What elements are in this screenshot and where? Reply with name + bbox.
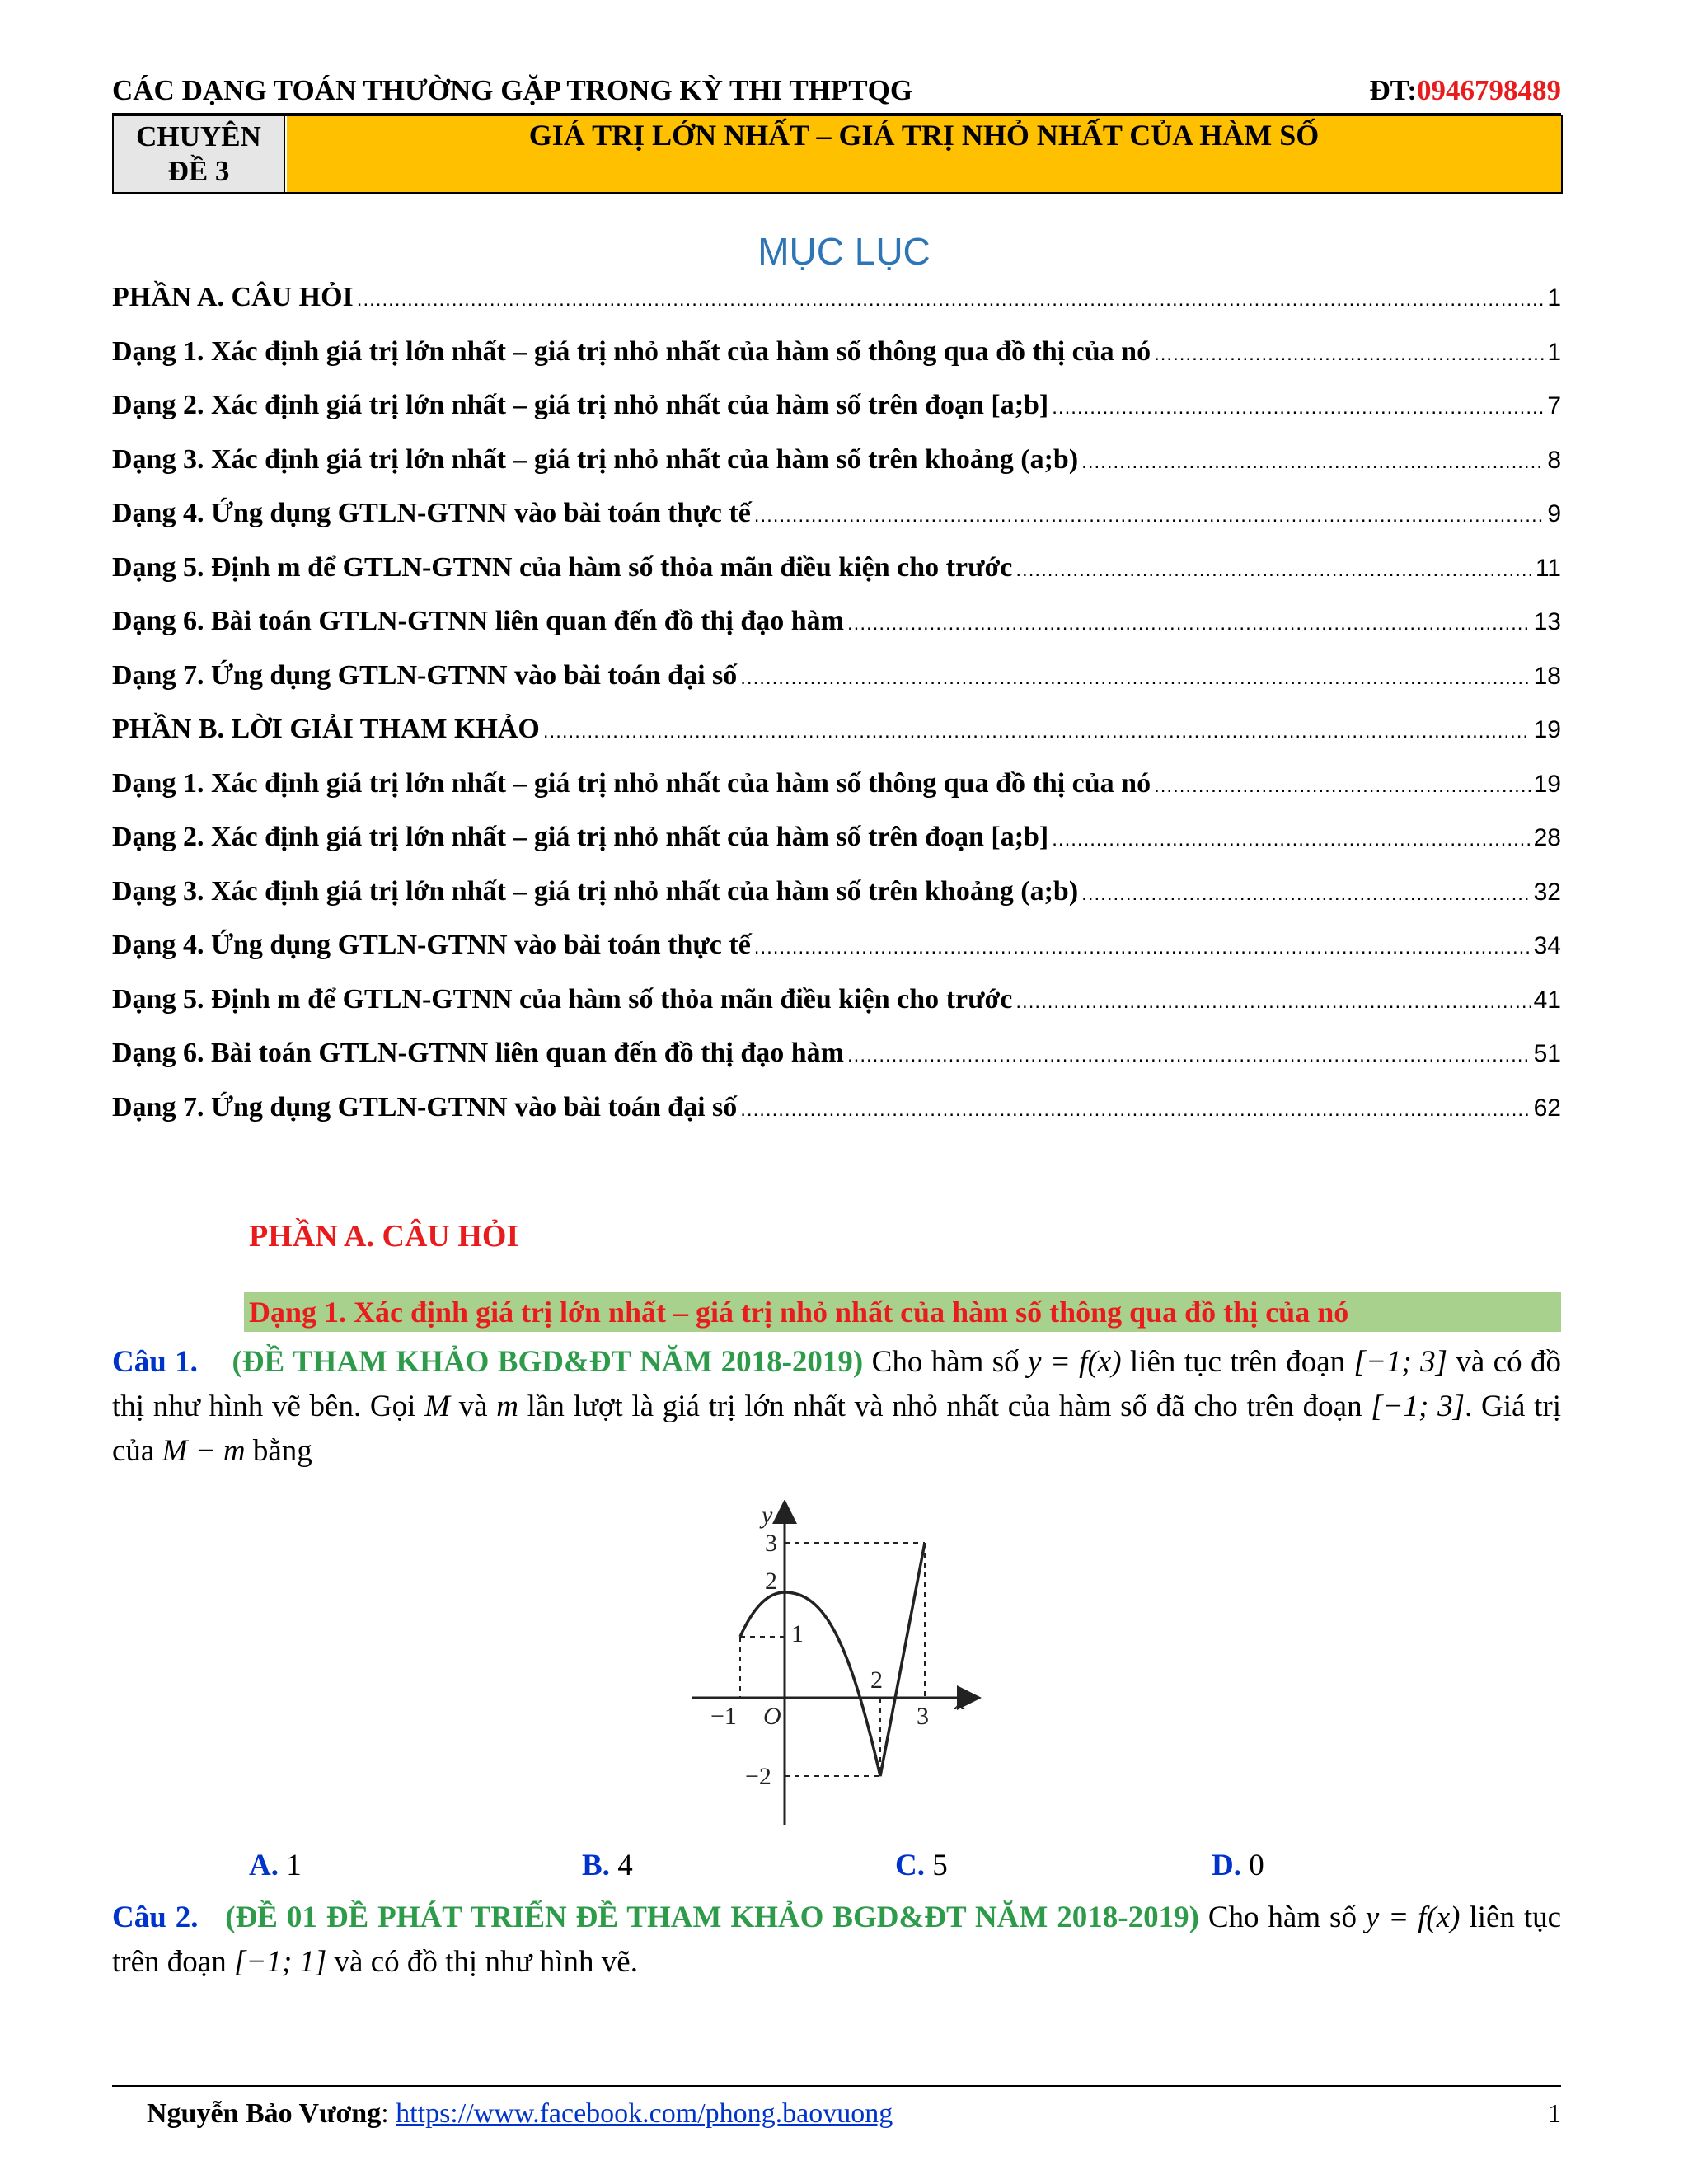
- difference-expression: M − m: [162, 1434, 246, 1468]
- toc-entry-label: Dạng 1. Xác định giá trị lớn nhất – giá trị nhỏ nhất của hàm số thông qua đồ thị của nó: [112, 335, 1151, 367]
- toc-entry-label: Dạng 1. Xác định giá trị lớn nhất – giá trị nhỏ nhất của hàm số thông qua đồ thị của nó: [112, 767, 1151, 799]
- choice-value: 5: [932, 1849, 948, 1882]
- toc-entry-label: Dạng 5. Định m để GTLN-GTNN của hàm số thỏa mãn điều kiện cho trước: [112, 983, 1013, 1015]
- topic-title: GIÁ TRỊ LỚN NHẤT – GIÁ TRỊ NHỎ NHẤT CỦA HÀM SỐ: [287, 116, 1561, 192]
- toc-entry-page: 51: [1533, 1040, 1561, 1067]
- question-1-text-part: . Giá trị của: [112, 1390, 1561, 1468]
- toc-entry-label: Dạng 3. Xác định giá trị lớn nhất – giá trị nhỏ nhất của hàm số trên khoảng (a;b): [112, 443, 1079, 475]
- toc-entry[interactable]: [112, 768, 1561, 823]
- toc-entry-page: 13: [1533, 608, 1561, 635]
- toc-leader-dots: [1154, 343, 1544, 366]
- question-1-number: Câu 1.: [112, 1345, 198, 1379]
- choice-d[interactable]: [1212, 1848, 1264, 1883]
- choice-b[interactable]: [582, 1848, 633, 1883]
- toc-leader-dots: [740, 1099, 1530, 1122]
- question-2-text-part: và có đồ thị như hình vẽ.: [326, 1945, 638, 1979]
- interval-expression: [−1; 3]: [1371, 1390, 1465, 1423]
- toc-leader-dots: [357, 288, 1545, 312]
- question-1-text-part: bằng: [245, 1434, 312, 1468]
- toc-entry[interactable]: [112, 444, 1561, 499]
- toc-entry[interactable]: [112, 282, 1561, 336]
- answer-choices: [249, 1848, 1561, 1889]
- toc-entry-page: 8: [1547, 446, 1561, 474]
- facebook-link[interactable]: https://www.facebook.com/phong.baovuong: [396, 2098, 893, 2129]
- toc-entry[interactable]: [112, 984, 1561, 1038]
- toc-entry-page: 28: [1533, 824, 1561, 851]
- chuyen-de-line2: ĐỀ 3: [167, 155, 230, 187]
- toc-leader-dots: [1081, 883, 1530, 906]
- toc-entry[interactable]: [112, 714, 1561, 768]
- choice-value: 1: [286, 1849, 302, 1882]
- toc-leader-dots: [1015, 991, 1530, 1014]
- x-axis-label: x: [954, 1688, 966, 1715]
- x-tick-neg1: −1: [710, 1703, 737, 1730]
- toc-entry-page: 41: [1533, 986, 1561, 1014]
- question-2-source: (ĐỀ 01 ĐỀ PHÁT TRIỂN ĐỀ THAM KHẢO BGD&ĐT NĂM 2018-2019): [225, 1900, 1199, 1934]
- toc-entry-label: Dạng 2. Xác định giá trị lớn nhất – giá trị nhỏ nhất của hàm số trên đoạn [a;b]: [112, 822, 1049, 852]
- question-1-text-part: và có đồ thị như hình vẽ bên. Gọi: [112, 1345, 1561, 1423]
- question-2-text-part: liên tục trên đoạn: [112, 1900, 1562, 1979]
- toc-leader-dots: [754, 504, 1545, 527]
- toc-entry-label: Dạng 4. Ứng dụng GTLN-GTNN vào bài toán thực tế: [112, 498, 751, 528]
- toc-entry-page: 9: [1547, 500, 1561, 527]
- toc-entry[interactable]: [112, 1092, 1561, 1146]
- x-tick-2: 2: [870, 1666, 883, 1694]
- question-1-text-part: liên tục trên đoạn: [1121, 1345, 1354, 1379]
- max-symbol: M: [424, 1390, 450, 1423]
- toc-entry-label: Dạng 6. Bài toán GTLN-GTNN liên quan đến đồ thị đạo hàm: [112, 606, 844, 636]
- toc-entry[interactable]: [112, 606, 1561, 660]
- toc-entry[interactable]: [112, 930, 1561, 984]
- header-phone: [1369, 74, 1561, 107]
- toc-entry-page: 11: [1535, 554, 1561, 582]
- function-expression: y = f(x): [1028, 1345, 1122, 1379]
- x-tick-3: 3: [917, 1703, 929, 1730]
- toc-entry-page: 19: [1533, 770, 1561, 798]
- toc-entry-label: Dạng 7. Ứng dụng GTLN-GTNN vào bài toán đại số: [112, 659, 738, 691]
- toc-entry-page: 19: [1533, 716, 1561, 743]
- page-header: [112, 74, 1561, 112]
- table-of-contents: [112, 282, 1561, 1146]
- toc-entry[interactable]: [112, 1038, 1561, 1092]
- page-number: 1: [1548, 2098, 1561, 2128]
- page-footer: [147, 2098, 893, 2130]
- toc-leader-dots: [1052, 396, 1544, 419]
- toc-entry-page: 62: [1533, 1094, 1561, 1122]
- origin-label: O: [763, 1703, 781, 1730]
- header-title: CÁC DẠNG TOÁN THƯỜNG GẶP TRONG KỲ THI THPTQG: [112, 74, 913, 106]
- toc-entry[interactable]: [112, 822, 1561, 876]
- toc-entry-label: Dạng 6. Bài toán GTLN-GTNN liên quan đến đồ thị đạo hàm: [112, 1038, 844, 1068]
- function-graph: [692, 1500, 989, 1830]
- part-a-heading: PHẦN A. CÂU HỎI: [249, 1219, 519, 1254]
- toc-entry-page: 32: [1533, 878, 1561, 906]
- toc-entry-label: Dạng 2. Xác định giá trị lớn nhất – giá trị nhỏ nhất của hàm số trên đoạn [a;b]: [112, 390, 1049, 420]
- topic-title-box: [112, 115, 1563, 194]
- choice-value: 4: [617, 1849, 633, 1882]
- toc-entry-label: PHẦN A. CÂU HỎI: [112, 282, 354, 312]
- y-tick-1: 1: [791, 1620, 804, 1647]
- question-1-source: (ĐỀ THAM KHẢO BGD&ĐT NĂM 2018-2019): [232, 1345, 864, 1379]
- toc-leader-dots: [754, 936, 1531, 959]
- choice-letter: D.: [1212, 1849, 1241, 1882]
- question-2-text: [112, 1896, 1561, 1985]
- toc-entry-page: 34: [1533, 932, 1561, 959]
- chuyen-de-label: [114, 116, 285, 192]
- choice-letter: C.: [895, 1849, 925, 1882]
- toc-leader-dots: [1052, 828, 1530, 851]
- author-name: Nguyễn Bảo Vương: [147, 2098, 382, 2129]
- toc-leader-dots: [740, 667, 1530, 690]
- y-tick-2: 2: [765, 1568, 777, 1595]
- toc-entry-label: Dạng 3. Xác định giá trị lớn nhất – giá trị nhỏ nhất của hàm số trên khoảng (a;b): [112, 875, 1079, 907]
- toc-title: MỤC LỤC: [757, 230, 931, 273]
- y-tick-neg2: −2: [745, 1763, 771, 1790]
- toc-entry[interactable]: [112, 876, 1561, 930]
- toc-entry-page: 18: [1533, 662, 1561, 690]
- toc-entry[interactable]: [112, 552, 1561, 607]
- toc-entry-page: 1: [1547, 284, 1561, 312]
- toc-entry-label: Dạng 5. Định m để GTLN-GTNN của hàm số thỏa mãn điều kiện cho trước: [112, 551, 1013, 583]
- toc-leader-dots: [847, 1044, 1531, 1067]
- question-2-text-part: Cho hàm số: [1198, 1900, 1366, 1934]
- toc-leader-dots: [847, 612, 1531, 635]
- question-1-text-part: và: [449, 1390, 497, 1423]
- chuyen-de-line1: CHUYÊN: [136, 120, 261, 152]
- phone-number: 0946798489: [1417, 74, 1561, 106]
- question-1-text-part: lần lượt là giá trị lớn nhất và nhỏ nhất của hàm số đã cho trên đoạn: [518, 1390, 1372, 1423]
- toc-entry-page: 7: [1547, 392, 1561, 419]
- y-axis-label: y: [762, 1502, 773, 1529]
- toc-leader-dots: [543, 720, 1531, 743]
- toc-leader-dots: [1015, 559, 1531, 582]
- question-1-text: [112, 1340, 1561, 1474]
- y-tick-3: 3: [765, 1530, 777, 1557]
- phone-label: ĐT:: [1369, 74, 1417, 106]
- toc-leader-dots: [1081, 451, 1544, 474]
- interval-expression: [−1; 1]: [233, 1945, 327, 1979]
- question-1-text-part: Cho hàm số: [863, 1345, 1029, 1379]
- toc-entry-label: Dạng 7. Ứng dụng GTLN-GTNN vào bài toán đại số: [112, 1091, 738, 1122]
- choice-letter: A.: [249, 1849, 279, 1882]
- toc-leader-dots: [1154, 775, 1531, 798]
- footer-separator: :: [381, 2098, 396, 2129]
- toc-entry-label: PHẦN B. LỜI GIẢI THAM KHẢO: [112, 714, 540, 744]
- toc-entry-page: 1: [1547, 338, 1561, 366]
- min-symbol: m: [496, 1390, 518, 1423]
- toc-entry[interactable]: [112, 390, 1561, 444]
- function-expression: y = f(x): [1365, 1900, 1461, 1934]
- question-2-number: Câu 2.: [112, 1900, 199, 1934]
- choice-c[interactable]: [895, 1848, 948, 1883]
- choice-letter: B.: [582, 1849, 610, 1882]
- choice-a[interactable]: [249, 1848, 302, 1883]
- dang1-heading: Dạng 1. Xác định giá trị lớn nhất – giá trị nhỏ nhất của hàm số thông qua đồ thị của nó: [244, 1292, 1561, 1332]
- toc-entry[interactable]: [112, 660, 1561, 715]
- footer-divider: [112, 2085, 1561, 2087]
- toc-entry[interactable]: [112, 498, 1561, 552]
- toc-entry[interactable]: [112, 336, 1561, 391]
- toc-entry-label: Dạng 4. Ứng dụng GTLN-GTNN vào bài toán thực tế: [112, 930, 751, 960]
- choice-value: 0: [1249, 1849, 1264, 1882]
- interval-expression: [−1; 3]: [1353, 1345, 1448, 1379]
